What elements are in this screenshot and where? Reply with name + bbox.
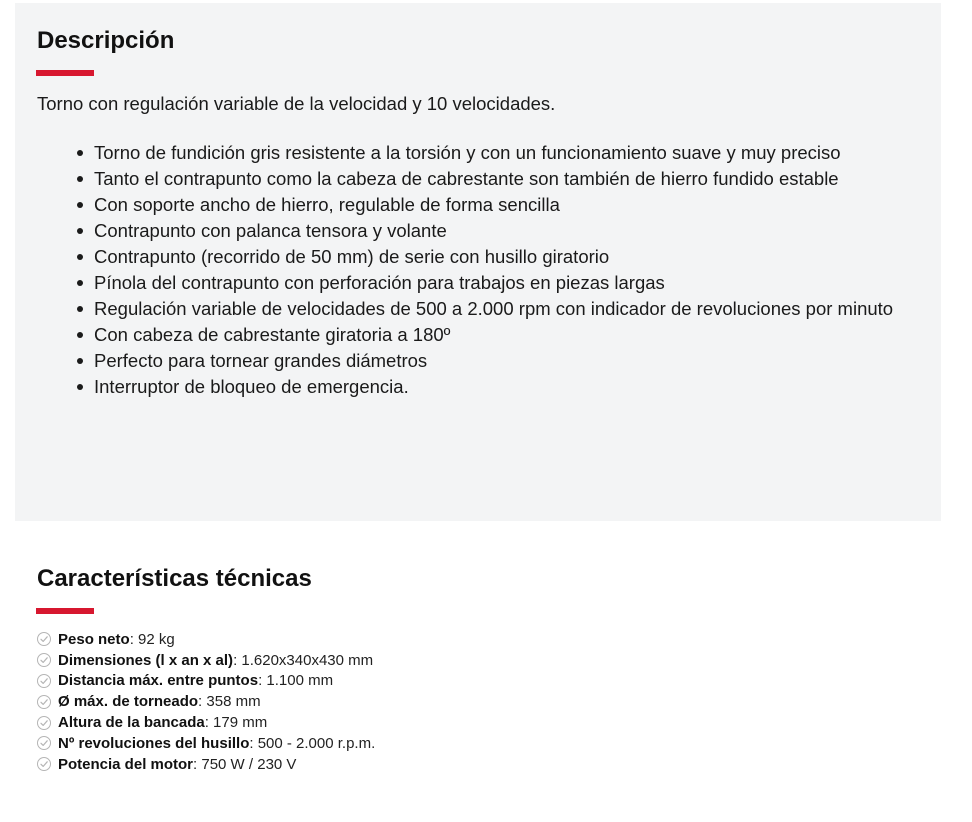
spec-item	[36, 671, 375, 692]
spec-item	[36, 691, 375, 712]
spec-value: : 92 kg	[129, 630, 175, 648]
check-circle-icon	[36, 673, 52, 689]
feature-list	[94, 140, 924, 400]
feature-item: Contrapunto con palanca tensora y volante	[94, 218, 924, 244]
spec-value: : 358 mm	[198, 693, 261, 711]
feature-item: Tanto el contrapunto como la cabeza de cabrestante son también de hierro fundido estable	[94, 166, 924, 192]
check-circle-icon	[36, 715, 52, 731]
description-intro: Torno con regulación variable de la velocidad y 10 velocidades.	[37, 93, 556, 114]
spec-label: Dimensiones (l x an x al)	[58, 651, 234, 669]
spec-item	[36, 754, 375, 775]
spec-label: Altura de la bancada	[58, 714, 205, 732]
specifications-accent-bar	[36, 608, 94, 614]
description-accent-bar	[36, 70, 94, 76]
feature-item: Con soporte ancho de hierro, regulable de forma sencilla	[94, 192, 924, 218]
specifications-title: Características técnicas	[37, 565, 312, 592]
spec-value: : 1.100 mm	[258, 672, 334, 690]
check-circle-icon	[36, 694, 52, 710]
feature-item: Interruptor de bloqueo de emergencia.	[94, 374, 924, 400]
spec-label: Potencia del motor	[58, 755, 194, 773]
check-circle-icon	[36, 735, 52, 751]
check-circle-icon	[36, 652, 52, 668]
feature-item: Torno de fundición gris resistente a la torsión y con un funcionamiento suave y muy preciso	[94, 140, 924, 166]
spec-item	[36, 712, 375, 733]
spec-label: Peso neto	[58, 630, 130, 648]
spec-value: : 179 mm	[204, 714, 268, 732]
feature-item: Con cabeza de cabrestante giratoria a 180º	[94, 322, 924, 348]
spec-item	[36, 733, 375, 754]
feature-item: Pínola del contrapunto con perforación para trabajos en piezas largas	[94, 270, 924, 296]
spec-label: Distancia máx. entre puntos	[58, 672, 259, 690]
spec-label: Nº revoluciones del husillo	[58, 734, 250, 752]
feature-item: Contrapunto (recorrido de 50 mm) de serie con husillo giratorio	[94, 244, 924, 270]
description-title: Descripción	[37, 27, 175, 54]
spec-label: Ø máx. de torneado	[58, 693, 199, 711]
spec-value: : 750 W / 230 V	[193, 755, 297, 773]
spec-value: : 500 - 2.000 r.p.m.	[249, 734, 376, 752]
check-circle-icon	[36, 756, 52, 772]
feature-item: Regulación variable de velocidades de 500 a 2.000 rpm con indicador de revoluciones por minuto	[94, 296, 924, 322]
spec-list	[36, 629, 375, 775]
spec-item	[36, 650, 375, 671]
check-circle-icon	[36, 631, 52, 647]
spec-value: : 1.620x340x430 mm	[233, 651, 374, 669]
spec-item	[36, 629, 375, 650]
feature-item: Perfecto para tornear grandes diámetros	[94, 348, 924, 374]
